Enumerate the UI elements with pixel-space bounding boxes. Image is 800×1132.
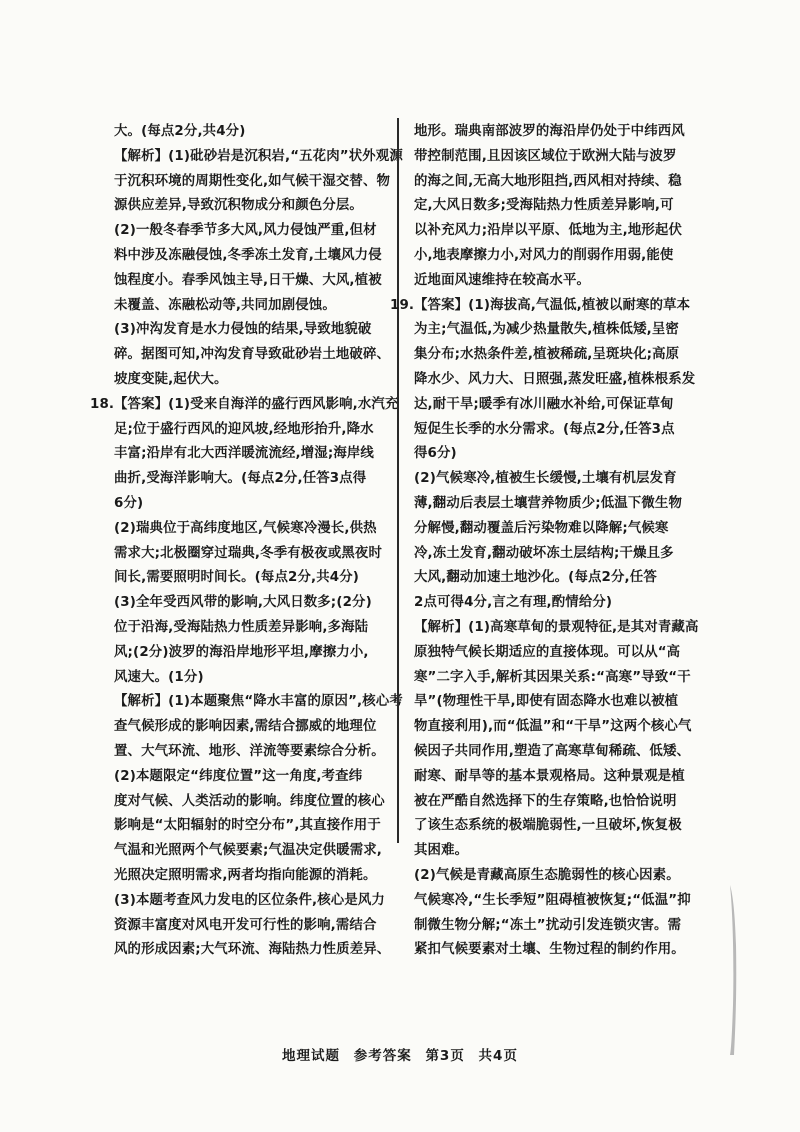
line-text: 于沉积环境的周期性变化,如气候干湿交替、物 [114,173,391,189]
right-column-line [414,269,684,294]
line-text: 被在严酷自然选择下的生存策略,也恰恰说明 [414,793,677,809]
question-number: 19. [390,297,415,313]
right-column [390,120,699,963]
line-text: 分解慢,翻动覆盖后污染物难以降解;气候寒 [414,520,669,536]
line-text: 6分) [114,495,144,511]
line-text: 置、大气环流、地形、洋流等要素综合分析。 [114,743,385,759]
line-text: 集分布;水热条件差,植被稀疏,呈斑块化;高原 [414,347,680,363]
right-column-line [414,120,684,145]
right-column-line [414,442,684,467]
line-text: 需求大;北极圈穿过瑞典,冬季有极夜或黑夜时 [114,545,383,561]
left-column-line [114,864,382,889]
right-column-line [414,864,684,889]
right-column-line [414,839,684,864]
right-column-line [414,641,684,666]
line-text: 风的形成因素;大气环流、海陆热力性质差异、 [114,942,391,958]
left-column-line [114,591,382,616]
left-column-line [90,393,399,418]
right-column-line [414,145,684,170]
left-column-line [114,740,385,765]
right-column-line [414,889,691,914]
line-text: 原独特气候长期适应的直接体现。可以从“高 [414,644,681,660]
right-column-line [414,690,684,715]
line-text: 未覆盖、冻融松动等,共同加剧侵蚀。 [114,297,336,313]
right-column-line [414,492,684,517]
right-column-line [414,616,699,641]
right-column-line [414,517,684,542]
left-column-line [114,269,382,294]
right-column-line [414,666,691,691]
line-text: 其困难。 [414,843,469,859]
page-footer [0,1044,800,1064]
right-column-line [414,765,684,790]
line-text: 薄,翻动后表层土壤营养物质少;低温下微生物 [414,495,683,511]
left-column-line [114,442,382,467]
right-column-line [414,740,691,765]
line-text: 丰富;沿岸有北大西洋暖流流经,增湿;海岸线 [114,446,374,462]
left-column-line [114,715,382,740]
right-column-line [390,294,691,319]
line-text: 为主;气温低,为减少热量散失,植株低矮,呈密 [414,322,679,338]
line-text: 风速大。(1分) [114,669,204,685]
line-text: 【解析】(1)砒砂岩是沉积岩,“五花肉”状外观源 [114,148,403,164]
line-text: 达,耐干旱;暖季有冰川融水补给,可保证草甸 [414,396,674,412]
right-column-line [414,790,684,815]
line-text: 【答案】(1)受来自海洋的盛行西风影响,水汽充 [114,396,399,412]
line-text: 度对气候、人类活动的影响。纬度位置的核心 [114,793,385,809]
line-text: 近地面风速维持在较高水平。 [414,272,591,288]
right-column-line [414,194,684,219]
right-column-line [414,244,684,269]
left-column-line [114,492,382,517]
line-text: 位于沿海,受海陆热力性质差异影响,多海陆 [114,619,369,635]
left-column-line [114,765,382,790]
left-column-line [114,641,382,666]
left-column-line [114,343,391,368]
right-column-line [414,343,684,368]
left-column-line [114,368,382,393]
line-text: 2点可得4分,言之有理,酌情给分) [414,595,613,611]
right-column-line [414,368,696,393]
left-column-line [114,418,382,443]
left-column-line [114,666,382,691]
line-text: 大。(每点2分,共4分) [114,124,246,139]
right-column-line [414,938,684,963]
left-column-line [114,517,382,542]
right-column-line [414,542,684,567]
left-column-line [114,790,385,815]
left-column-line [114,170,391,195]
line-text: 碎。据图可知,冲沟发育导致砒砂岩土地破碎、 [114,347,391,363]
line-text: 了该生态系统的极端脆弱性,一旦破坏,恢复极 [414,818,682,834]
line-text: 【答案】(1)海拔高,气温低,植被以耐寒的草本 [414,297,691,313]
line-text: 气候寒冷,“生长季短”阻碍植被恢复;“低温”抑 [414,892,691,908]
left-column-line [114,318,382,343]
line-text: 气温和光照两个气候要素;气温决定供暖需求, [114,843,383,859]
line-text: 影响是“太阳辐射的时空分布”,其直接作用于 [114,818,381,834]
line-text: 地形。瑞典南部波罗的海沿岸仍处于中纬西风 [414,124,685,139]
line-text: (2)气候寒冷,植被生长缓慢,土壤有机层发育 [414,471,677,487]
line-text: 间长,需要照明时间长。(每点2分,共4分) [114,570,360,586]
line-text: 寒”二字入手,解析其因果关系:“高寒”导致“干 [414,669,691,685]
line-text: 的海之间,无高大地形阻挡,西风相对持续、稳 [414,173,682,189]
left-column-line [114,889,385,914]
footer-page: 第3页 [425,1048,465,1064]
left-column-line [114,294,382,319]
line-text: 冷,冻土发育,翻动破坏冻土层结构;干燥且多 [414,545,674,561]
line-text: 料中涉及冻融侵蚀,冬季冻土发育,土壤风力侵 [114,247,382,263]
footer-subject: 地理试题 [282,1048,341,1064]
left-column-line [114,542,382,567]
line-text: 以补充风力;沿岸以平原、低地为主,地形起伏 [414,223,683,239]
left-column-line [114,467,382,492]
line-text: 【解析】(1)高寒草甸的景观特征,是其对青藏高 [414,619,699,635]
right-column-line [414,418,684,443]
line-text: 风;(2分)波罗的海沿岸地形平坦,摩擦力小, [114,644,369,660]
line-text: 查气候形成的影响因素,需结合挪威的地理位 [114,719,377,735]
footer-answer: 参考答案 [353,1048,412,1064]
line-text: 蚀程度小。春季风蚀主导,日干燥、大风,植被 [114,272,382,288]
line-text: (2)瑞典位于高纬度地区,气候寒冷漫长,供热 [114,520,377,536]
left-column-line [114,219,382,244]
left-column-line [114,914,382,939]
right-column-line [414,318,684,343]
line-text: 曲折,受海洋影响大。(每点2分,任答3点得 [114,471,367,487]
line-text: 制微生物分解;“冻土”扰动引发连锁灾害。需 [414,917,682,933]
left-column-line [114,616,382,641]
right-column-line [414,914,684,939]
line-text: 小,地表摩擦力小,对风力的削弱作用弱,能使 [414,247,674,263]
line-text: 【解析】(1)本题聚焦“降水丰富的原因”,核心考 [114,694,403,710]
footer-total: 共4页 [478,1048,518,1064]
line-text: 资源丰富度对风电开发可行性的影响,需结合 [114,917,377,933]
line-text: 旱”(物理性干旱,即使有固态降水也难以被植 [414,694,679,710]
line-text: 定,大风日数多;受海陆热力性质差异影响,可 [414,198,674,214]
left-column-line [114,938,391,963]
line-text: 足;位于盛行西风的迎风坡,经地形抬升,降水 [114,421,374,437]
line-text: (2)一般冬春季节多大风,风力侵蚀严重,但材 [114,223,377,239]
line-text: 坡度变陡,起伏大。 [114,371,228,387]
question-number: 18. [90,396,115,412]
column-divider [397,118,399,843]
left-column-line [114,244,382,269]
line-text: (3)全年受西风带的影响,大风日数多;(2分) [114,595,372,611]
left-column-line [114,690,403,715]
left-column-line [114,566,382,591]
line-text: 降水少、风力大、日照强,蒸发旺盛,植株根系发 [414,371,696,387]
left-column-line [114,145,403,170]
line-text: (2)本题限定“纬度位置”这一角度,考查纬 [114,768,363,784]
right-column-line [414,814,684,839]
right-column-line [414,566,684,591]
line-text: 耐寒、耐旱等的基本景观格局。这种景观是植 [414,768,685,784]
line-text: 物直接利用),而“低温”和“干旱”这两个核心气 [414,719,692,735]
right-column-line [414,715,692,740]
line-text: 候因子共同作用,塑造了高寒草甸稀疏、低矮、 [414,743,691,759]
line-text: 短促生长季的水分需求。(每点2分,任答3点 [414,421,675,437]
left-column-line [114,120,382,145]
line-text: (3)冲沟发育是水力侵蚀的结果,导致地貌破 [114,322,372,338]
left-column-line [114,839,382,864]
margin-pen-mark [726,885,738,1055]
line-text: 光照决定照明需求,两者均指向能源的消耗。 [114,867,377,883]
line-text: (3)本题考查风力发电的区位条件,核心是风力 [114,892,385,908]
right-column-line [414,393,684,418]
line-text: 紧扣气候要素对土壤、生物过程的制约作用。 [414,942,685,958]
line-text: 得6分) [414,446,457,462]
right-column-line [414,467,684,492]
line-text: 大风,翻动加速土地沙化。(每点2分,任答 [414,570,657,586]
left-column-line [114,194,382,219]
right-column-line [414,219,684,244]
right-column-line [414,591,684,616]
line-text: 源供应差异,导致沉积物成分和颜色分层。 [114,198,363,214]
left-column-line [114,814,382,839]
line-text: 带控制范围,且因该区域位于欧洲大陆与波罗 [414,148,677,164]
line-text: (2)气候是青藏高原生态脆弱性的核心因素。 [414,867,680,883]
right-column-line [414,170,684,195]
